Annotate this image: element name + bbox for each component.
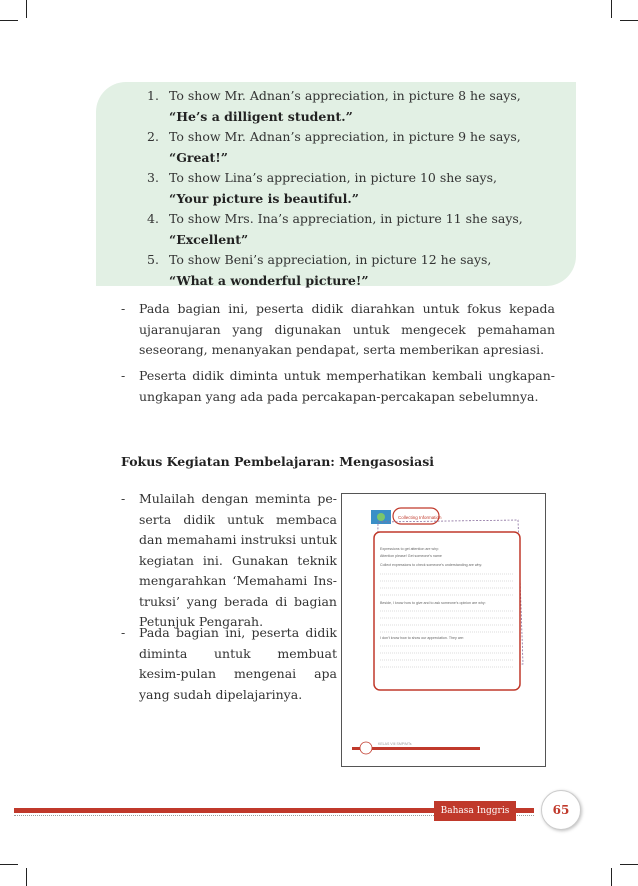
crop-mark [26, 868, 27, 886]
answer-number: 1. [147, 88, 159, 103]
answer-text: To show Beni’s appreciation, in picture 12 he says, [169, 252, 492, 267]
thumbnail-drawing [342, 494, 546, 767]
bullet-text: Pada bagian ini, peserta didik diarahkan untuk fokus kepada ujaranujaran yang digunakan untuk mengecek pemahaman seseorang, menanyakan pendapat, serta memberikan apresiasi. [139, 301, 555, 357]
crop-mark [611, 868, 612, 886]
thumbnail-line: I don’t know how to show our appreciation. They are: [380, 636, 465, 640]
book-title-label: Bahasa Inggris [434, 801, 516, 821]
answer-number: 5. [147, 252, 159, 267]
bullet-dash: - [121, 491, 126, 506]
answer-item [147, 250, 567, 291]
answer-text: To show Lina’s appreciation, in picture 10 she says, [169, 170, 497, 185]
bullet-text: Peserta didik diminta untuk memperhatikan kembali ungkapan-ungkapan yang ada pada percakapan-percakapan sebelumnya. [139, 368, 555, 404]
bullet-paragraph [121, 366, 555, 407]
book-page-thumbnail [341, 493, 546, 767]
thumbnail-footer-text: KELAS VIII SMP/MTs [378, 742, 412, 746]
crop-mark [620, 864, 638, 865]
page-number: 65 [541, 790, 581, 830]
bullet-dash: - [121, 625, 126, 640]
answer-item [147, 168, 567, 209]
thumbnail-line: Expressions to get attention are why: [380, 547, 439, 551]
answer-item [147, 86, 567, 127]
crop-mark [611, 0, 612, 18]
thumbnail-page-badge [360, 742, 372, 754]
crop-mark [0, 864, 18, 865]
bullet-paragraph [121, 299, 555, 361]
section-heading: Fokus Kegiatan Pembelajaran: Mengasosiasi [121, 454, 435, 469]
answer-quote: “Great!” [169, 149, 228, 165]
answer-text: To show Mrs. Ina’s appreciation, in picture 11 she says, [169, 211, 523, 226]
thumbnail-title: Collecting Information [398, 515, 442, 520]
answer-quote: “Your picture is beautiful.” [169, 190, 359, 206]
thumbnail-line: Beside, I know how to give and to ask someone’s opinion are why: [380, 601, 486, 605]
answer-number: 3. [147, 170, 159, 185]
answer-text: To show Mr. Adnan’s appreciation, in picture 9 he says, [169, 129, 521, 144]
bullet-paragraph [121, 623, 337, 705]
answer-list [147, 86, 567, 291]
answer-quote: “What a wonderful picture!” [169, 272, 369, 288]
crop-mark [26, 0, 27, 18]
bullet-text: Mulailah dengan meminta pe-serta didik untuk membaca dan memahami instruksi untuk kegiatan ini. Gunakan teknik mengarahkan ‘Memahami Ins-truksi’ yang berada di bagian Petunjuk Pengarah. [139, 491, 337, 629]
crop-mark [0, 20, 18, 21]
bullet-paragraph [121, 489, 337, 633]
bullet-text: Pada bagian ini, peserta didik diminta untuk membuat kesim-pulan mengenai apa yang sudah dipelajarinya. [139, 625, 337, 702]
crop-mark [620, 20, 638, 21]
bullet-dash: - [121, 368, 126, 383]
answer-item [147, 127, 567, 168]
answer-quote: “Excellent” [169, 231, 249, 247]
answer-item [147, 209, 567, 250]
answer-quote: “He’s a dilligent student.” [169, 108, 353, 124]
answer-number: 4. [147, 211, 159, 226]
bullet-dash: - [121, 301, 126, 316]
answer-number: 2. [147, 129, 159, 144]
answer-text: To show Mr. Adnan’s appreciation, in picture 8 he says, [169, 88, 521, 103]
thumbnail-line: Collect expressions to check someone’s understanding are why: [380, 563, 483, 567]
thumbnail-line: Attention please! Get someone’s name [380, 554, 442, 558]
thumbnail-icon-dot [377, 513, 385, 521]
